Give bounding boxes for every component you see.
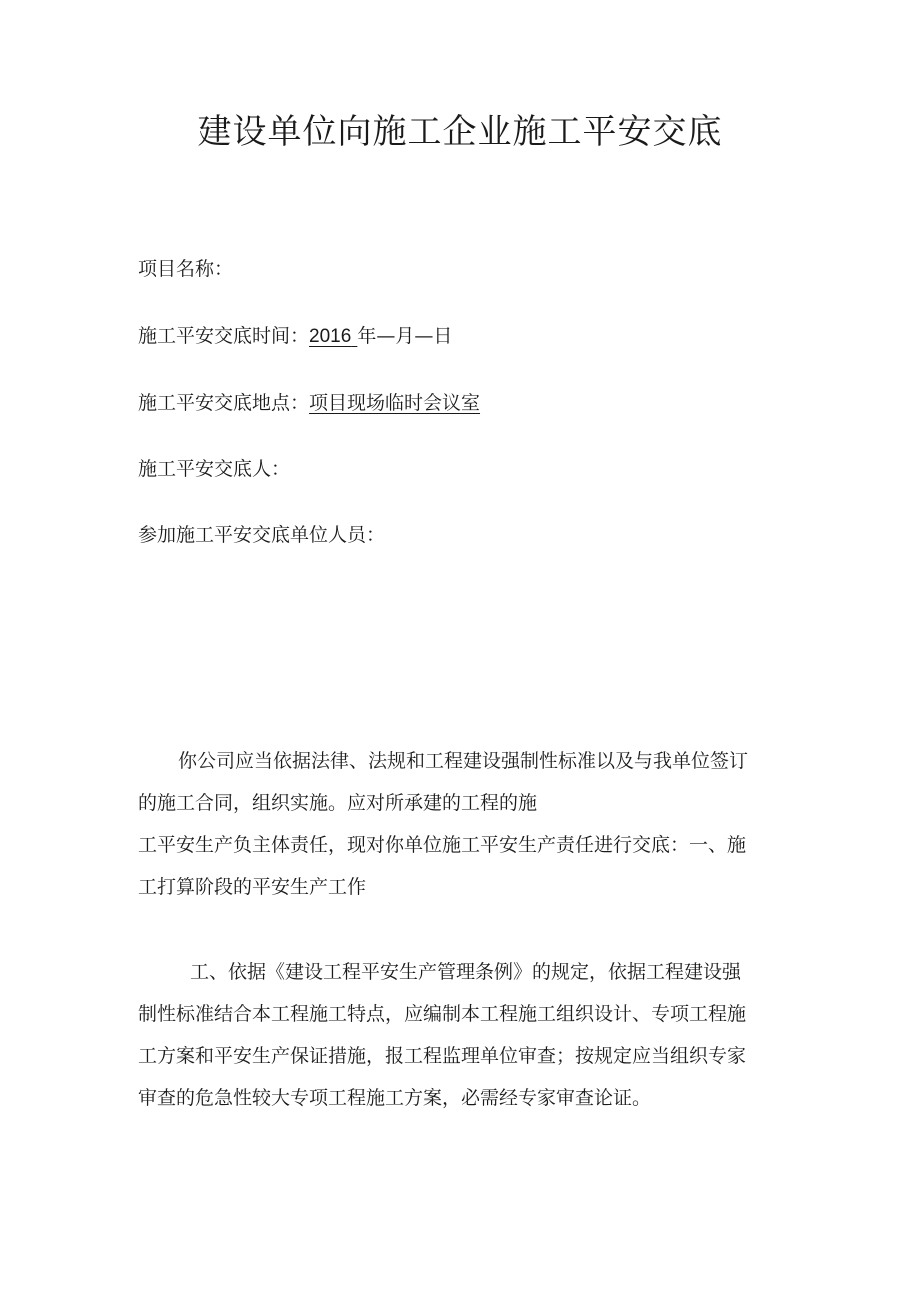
paragraph-line: 审查的危急性较大专项工程施工方案，必需经专家审查论证。 — [138, 1087, 652, 1109]
paragraph-line: 制性标准结合本工程施工特点，应编制本工程施工组织设计、专项工程施 — [138, 1003, 747, 1025]
project-name-field — [138, 254, 233, 281]
paragraph-line: 工、依据《建设工程平安生产管理条例》的规定，依据工程建设强 — [190, 961, 742, 983]
handover-location-label: 施工平安交底地点： — [138, 392, 310, 414]
handover-location-value: 项目现场临时会议室 — [309, 392, 481, 414]
paragraph-line: 工方案和平安生产保证措施，报工程监理单位审查；按规定应当组织专家 — [138, 1045, 747, 1067]
paragraph-line: 你公司应当依据法律、法规和工程建设强制性标准以及与我单位签订 — [178, 750, 749, 772]
paragraph-construction-plan — [138, 951, 788, 1119]
handover-time-label: 施工平安交底时间： — [138, 325, 310, 347]
attendees-field — [138, 520, 385, 547]
handover-time-field — [138, 321, 452, 348]
paragraph-responsibility — [138, 740, 788, 908]
handover-time-date: 年—月—日 — [357, 325, 453, 347]
paragraph-line: 工平安生产负主体责任，现对你单位施工平安生产责任进行交底：一、施 — [138, 834, 747, 856]
document-title: 建设单位向施工企业施工平安交底 — [197, 112, 723, 152]
handover-location-field — [138, 388, 480, 415]
paragraph-line: 的施工合同，组织实施。应对所承建的工程的施 — [138, 792, 538, 814]
attendees-label: 参加施工平安交底单位人员： — [138, 524, 386, 546]
handover-person-field — [138, 454, 290, 481]
project-name-label: 项目名称： — [138, 258, 234, 280]
handover-time-year: 2016 — [309, 326, 352, 347]
paragraph-line: 工打算阶段的平安生产工作 — [138, 876, 367, 898]
handover-person-label: 施工平安交底人： — [138, 458, 291, 480]
